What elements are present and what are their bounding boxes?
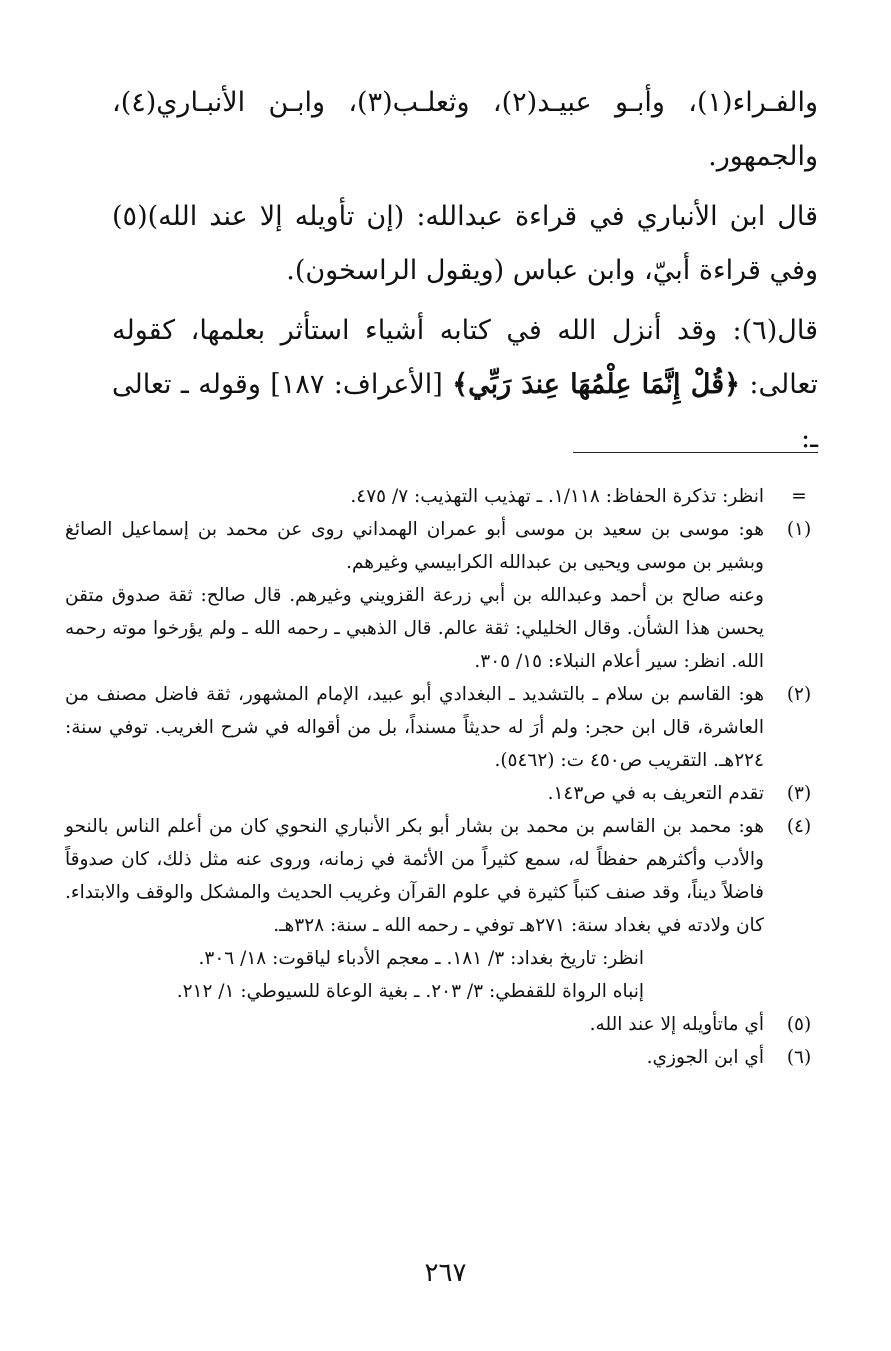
footnote-number: (٥) (786, 1014, 812, 1035)
footnote-2 (65, 678, 826, 777)
paragraph-3 (112, 304, 818, 466)
footnote-text: أي ابن الجوزي. (646, 1047, 764, 1068)
footnote-number: (٤) (786, 816, 812, 837)
footnote-text: هو: محمد بن القاسم بن محمد بن بشار أبو بكر الأنباري النحوي كان من أعلم الناس بالنحو والأدب وأكثرهم حفظاً له، سمع كثيراً من الأئمة في زمانه، وروى عنه مثل ذلك، كان صدوقاً فاضلاً ديناً، وقد صنف كتباً كثيرة في علوم القرآن وغريب الحديث والمشكل والوقف والابتداء. كان ولادته في بغداد سنة: ٢٧١هـ توفي ـ رحمه الله ـ سنة: ٣٢٨هـ. (65, 816, 764, 936)
footnote-text: وعنه صالح بن أحمد وعبدالله بن أبي زرعة القزويني وغيرهم. قال صالح: ثقة صدوق متقن يحسن هذا الشأن. وقال الخليلي: ثقة عالم. قال الذهبي ـ رحمه الله ـ ولم يؤرخوا موته رحمه الله. انظر: سير أعلام النبلاء: ١٥/ ٣٠٥. (65, 585, 764, 672)
paragraph-1: والفـراء(١)، وأبـو عبيـد(٢)، وثعلـب(٣)، وابـن الأنبـاري(٤)، والجمهور. (112, 87, 818, 172)
footnote-continuation (65, 480, 826, 513)
paragraph-3-text: قال(٦): وقد أنزل الله في كتابه أشياء استأثر بعلمها، كقوله تعالى: (112, 315, 818, 400)
footnote-number: (٣) (786, 783, 812, 804)
footnote-text: انظر: تذكرة الحفاظ: ١/١١٨. ـ تهذيب التهذيب: ٧/ ٤٧٥. (350, 486, 764, 507)
footnote-1 (65, 513, 826, 678)
footnote-number: (٦) (786, 1047, 812, 1068)
footnote-number: (١) (786, 519, 812, 540)
paragraph-2: قال ابن الأنباري في قراءة عبدالله: (إن تأويله إلا عند الله)(٥) وفي قراءة أبيّ، وابن عباس (ويقول الراسخون). (112, 201, 818, 286)
footnote-text: هو: القاسم بن سلام ـ بالتشديد ـ البغدادي أبو عبيد، الإمام المشهور، ثقة فاضل مصنف من العاشرة، قال ابن حجر: ولم أرَ له حديثاً مسنداً، بل من أقواله في شرح الغريب. توفي سنة: ٢٢٤هـ. التقريب ص٤٥٠ ت: (٥٤٦٢). (65, 684, 764, 771)
footnote-4 (65, 810, 826, 1008)
verse-reference: [الأعراف: ١٨٧] وقوله ـ تعالى ـ: (112, 369, 818, 454)
footnote-6 (65, 1041, 826, 1074)
footnote-reference: انظر: تاريخ بغداد: ٣/ ١٨١. ـ معجم الأدباء لياقوت: ١٨/ ٣٠٦. (198, 948, 644, 969)
footnote-text: تقدم التعريف به في ص١٤٣. (547, 783, 764, 804)
page-number: ٢٦٧ (424, 1258, 467, 1288)
main-text (112, 76, 818, 472)
footnotes (65, 480, 826, 1074)
footnote-separator (573, 452, 818, 453)
footnote-number: (٢) (786, 684, 812, 705)
footnote-text: هو: موسى بن سعيد بن موسى أبو عمران الهمداني روى عن محمد بن إسماعيل الصائغ وبشير بن موسى ويحيى بن عبدالله الكرابيسي وغيرهم. (65, 519, 764, 573)
footnote-5 (65, 1008, 826, 1041)
footnote-text: أي ماتأويله إلا عند الله. (589, 1014, 764, 1035)
footnote-3 (65, 777, 826, 810)
footnote-reference: إنباه الرواة للقفطي: ٣/ ٢٠٣. ـ بغية الوعاة للسيوطي: ١/ ٢١٢. (176, 981, 644, 1002)
footnote-marker: = (791, 486, 807, 507)
quran-verse: ﴿قُلْ إِنَّمَا عِلْمُهَا عِندَ رَبِّي﴾ (452, 369, 740, 400)
